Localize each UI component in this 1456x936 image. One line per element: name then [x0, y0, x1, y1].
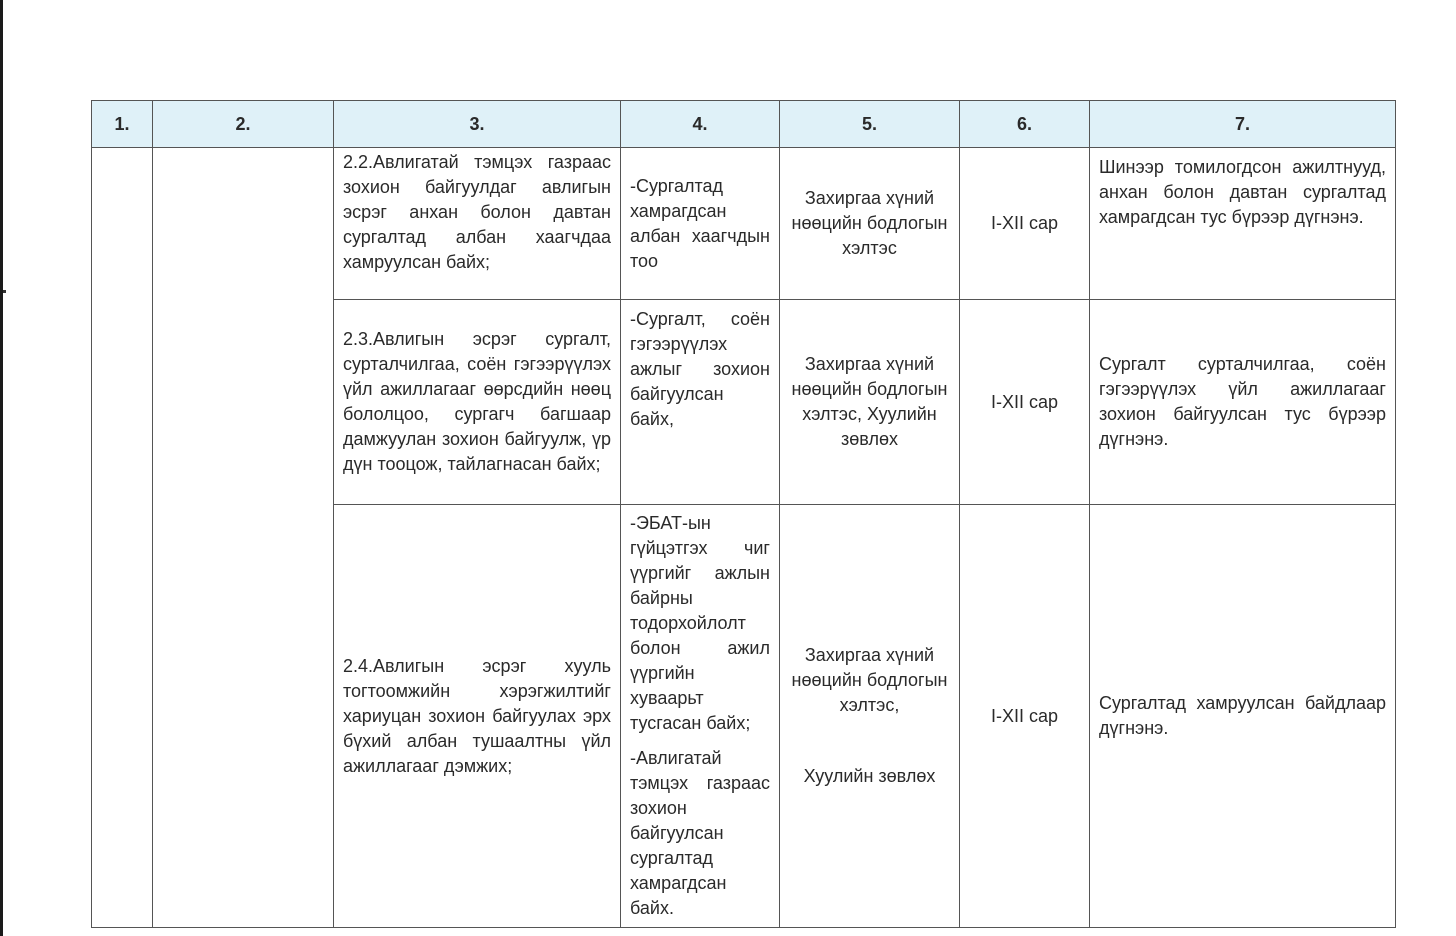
- responsible-unit: Хуулийн зөвлөх: [803, 766, 936, 786]
- page-left-edge: [0, 0, 3, 936]
- cell-evaluation: Сургалтад хамруулсан байдлаар дүгнэнэ.: [1090, 505, 1396, 928]
- header-col-3: 3.: [334, 101, 621, 148]
- edge-mark: [3, 290, 6, 293]
- header-col-7: 7.: [1090, 101, 1396, 148]
- cell-indicator: -Сургалтад хамрагдсан албан хаагчдын тоо: [621, 148, 780, 300]
- cell-indicator: [621, 505, 780, 928]
- cell-evaluation: Сургалт сурталчилгаа, соён гэгээрүүлэх үйл ажиллагааг зохион байгуулсан тус бүрээр дүгнэнэ.: [1090, 300, 1396, 505]
- cell-col-1: [92, 148, 153, 928]
- indicator-item: -Авлигатай тэмцэх газраас зохион байгуулсан сургалтад хамрагдсан байх.: [630, 748, 770, 918]
- cell-measure: 2.4.Авлигын эсрэг хууль тогтоомжийн хэрэгжилтийг хариуцан зохион байгуулах эрх бүхий албан тушаалтны үйл ажиллагааг дэмжих;: [334, 505, 621, 928]
- cell-responsible: [780, 505, 960, 928]
- cell-measure: 2.2.Авлигатай тэмцэх газраас зохион байгуулдаг авлигын эсрэг анхан болон давтан сургалтад албан хаагчдаа хамруулсан байх;: [334, 148, 621, 300]
- header-col-4: 4.: [621, 101, 780, 148]
- indicator-item: -ЭБАТ-ын гүйцэтгэх чиг үүргийг ажлын байрны тодорхойлолт болон ажил үүргийн хуваарьт тусгасан байх;: [630, 513, 770, 733]
- cell-measure: 2.3.Авлигын эсрэг сургалт, сурталчилгаа, соён гэгээрүүлэх үйл ажиллагааг өөрсдийн нөөц бололцоо, сургагч багшаар дамжуулан зохион байгуулж, үр дүн тооцож, тайлагнасан байх;: [334, 300, 621, 505]
- header-col-6: 6.: [960, 101, 1090, 148]
- header-col-2: 2.: [153, 101, 334, 148]
- cell-period: I-XII сар: [960, 148, 1090, 300]
- responsible-unit: Захиргаа хүний нөөцийн бодлогын хэлтэс,: [791, 645, 948, 715]
- cell-indicator: -Сургалт, соён гэгээрүүлэх ажлыг зохион байгуулсан байх,: [621, 300, 780, 505]
- cell-period: I-XII сар: [960, 300, 1090, 505]
- header-col-1: 1.: [92, 101, 153, 148]
- cell-period: I-XII сар: [960, 505, 1090, 928]
- cell-col-2: [153, 148, 334, 928]
- cell-responsible: Захиргаа хүний нөөцийн бодлогын хэлтэс: [780, 148, 960, 300]
- plan-table: [91, 100, 1396, 928]
- header-col-5: 5.: [780, 101, 960, 148]
- table-row: [92, 148, 1396, 300]
- cell-responsible: Захиргаа хүний нөөцийн бодлогын хэлтэс, Хуулийн зөвлөх: [780, 300, 960, 505]
- header-row: [92, 101, 1396, 148]
- cell-evaluation: Шинээр томилогдсон ажилтнууд, анхан болон давтан сургалтад хамрагдсан тус бүрээр дүгнэнэ.: [1090, 148, 1396, 300]
